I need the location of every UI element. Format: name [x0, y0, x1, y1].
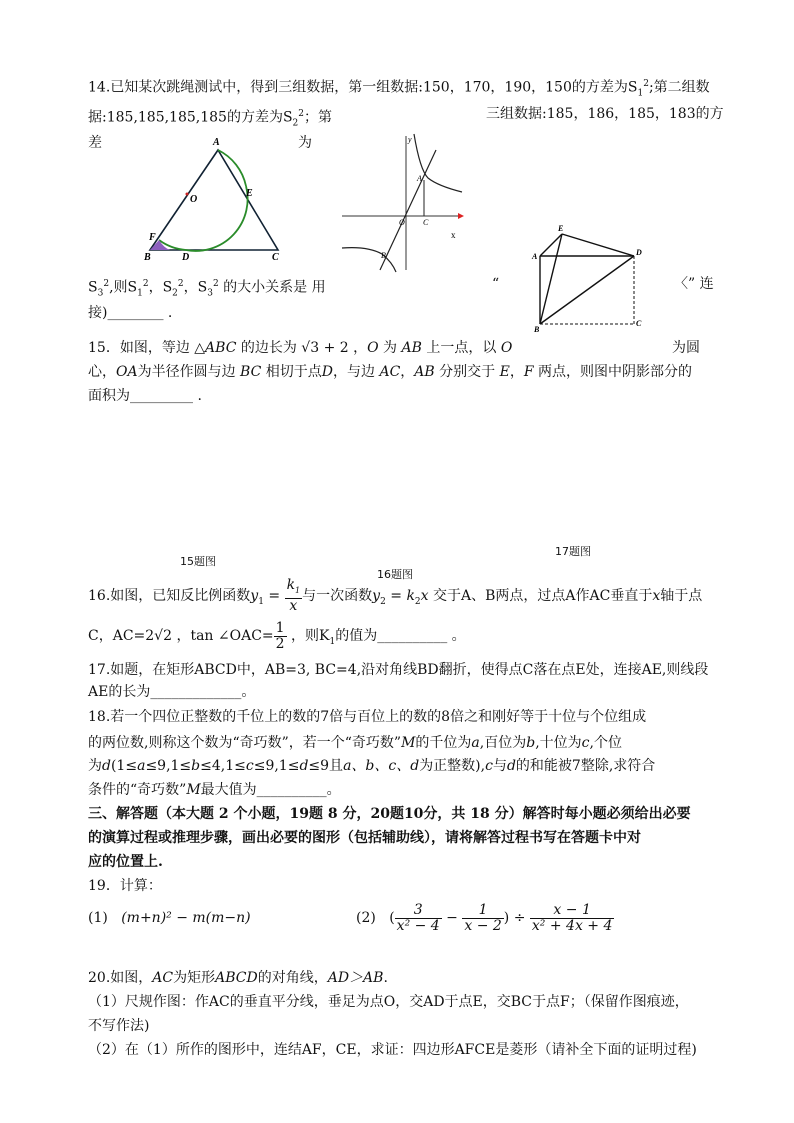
- q14-line5: 接)________ .: [88, 305, 173, 321]
- q17-line1: 17.如题，在矩形ABCD中，AB=3, BC=4,沿对角线BD翻折，使得点C落在点E处，连接AE,则线段: [88, 662, 709, 678]
- q14-quote-open: “: [492, 276, 500, 292]
- q20-line3: 不写作法): [88, 1018, 150, 1034]
- line-y2: [380, 150, 436, 270]
- figure-17: [528, 222, 654, 334]
- fraction-one-half: $\frac{1}{2}$: [275, 619, 285, 652]
- q14-line2b: 三组数据:185，186，185，183的方: [486, 106, 724, 122]
- label-x: x: [451, 230, 456, 240]
- q14-line3b: 为: [298, 135, 312, 151]
- label-e: E: [246, 188, 253, 199]
- fraction-x-1-over-x2-4x-4: $\frac{x - 1}{\text{x² + 4x + 4}}$: [531, 901, 613, 934]
- label-y: y: [408, 135, 412, 144]
- caption-fig15: 15题图: [180, 555, 216, 568]
- q18-line2: 的两位数,则称这个数为“奇巧数”，若一个“奇巧数”M的千位为a,百位为b,十位为c,个位: [88, 735, 622, 751]
- q14-quote-close: 〈” 连: [674, 276, 714, 292]
- q19-part1: (1) (m+n)² − m(m−n): [88, 910, 251, 926]
- label-b: B: [381, 251, 386, 260]
- label-o: O: [190, 194, 198, 205]
- arc-ae: [218, 150, 246, 186]
- label-b: B: [534, 325, 540, 334]
- q20-line4: （2）在（1）所作的图形中，连结AF，CE，求证：四边形AFCE是菱形（请补全下面的证明过程): [88, 1042, 697, 1058]
- q17-line2: AE的长为_____________。: [88, 684, 256, 700]
- section3-line1: 三、解答题（本大题 2 个小题，19题 8 分，20题10分，共 18 分）解答时每小题必须给出必要: [88, 806, 691, 822]
- fraction-k1-over-x: $\frac{k_1}{x}$: [286, 577, 301, 614]
- q20-line1: 20.如图，AC为矩形ABCD的对角线，AD＞AB.: [88, 970, 388, 986]
- label-b: B: [144, 252, 151, 263]
- hyperbola-branch-1: [414, 134, 462, 192]
- hyperbola-branch-2: [342, 248, 396, 272]
- figure-15: [140, 136, 290, 266]
- label-c: C: [423, 218, 429, 227]
- q19-title: 19．计算：: [88, 878, 162, 894]
- segment-ed: [562, 234, 634, 256]
- figure-16: [338, 130, 468, 275]
- x-axis-arrow: [458, 213, 464, 219]
- label-o: O: [399, 218, 405, 227]
- q14-line3a: 差: [88, 135, 102, 151]
- label-c: C: [636, 319, 642, 328]
- q18-line1: 18.若一个四位正整数的千位上的数的7倍与百位上的数的8倍之和刚好等于十位与个位组成: [88, 709, 647, 725]
- caption-fig16: 16题图: [377, 568, 413, 581]
- label-a: A: [213, 137, 220, 148]
- q15-line1-end: 为圆: [672, 340, 700, 356]
- q14-line1: 14.已知某次跳绳测试中，得到三组数据，第一组数据:150，170，190，150的方差为$S_1^2$;第二组数: [88, 79, 710, 99]
- section3-line2: 的演算过程或推理步骤，画出必要的图形（包括辅助线），请将解答过程书写在答题卡中对: [88, 830, 641, 846]
- q16-line2: C，AC=2√2 ，tan ∠OAC= $\frac{1}{2}$ ，则$K_1$的值为__________ 。: [88, 619, 466, 652]
- q19-part2: (2) ( $\frac{3}{\text{x² − 4}}$ − $\frac{1}{x - 2}$ ) ÷ $\frac{x - 1}{\text{x² + 4x + 4}}$: [356, 901, 613, 934]
- label-a: A: [532, 252, 538, 261]
- q15-line3: 面积为_________ .: [88, 388, 202, 404]
- label-d: D: [636, 248, 642, 257]
- q15-line1: 15．如图，等边 △ABC 的边长为 √3 + 2 ，O 为 AB 上一点，以 O: [88, 340, 513, 356]
- fraction-3-over-x2-4: $\frac{3}{\text{x² − 4}}$: [396, 901, 440, 934]
- fraction-1-over-x-2: $\frac{1}{x - 2}$: [464, 901, 502, 934]
- label-d: D: [182, 252, 190, 263]
- center-o: [186, 193, 189, 196]
- label-c: C: [272, 252, 279, 263]
- q15-line2: 心，OA为半径作圆与边 BC 相切于点D，与边 AC，AB 分别交于 E，F 两点，则图中阴影部分的: [88, 364, 692, 380]
- label-f: F: [149, 232, 156, 243]
- triangle-abc: [150, 150, 278, 250]
- section3-line3: 应的位置上.: [88, 854, 163, 870]
- caption-fig17: 17题图: [555, 545, 591, 558]
- label-a: A: [417, 174, 422, 183]
- q18-line3: 为d(1≤a≤9,1≤b≤4,1≤c≤9,1≤d≤9且a、b、c、d为正整数),c与d的和能被7整除,求符合: [88, 758, 656, 774]
- q14-line2a: 据:185,185,185,185的方差为$S_2^2$；第: [88, 109, 333, 129]
- q20-line2: （1）尺规作图：作AC的垂直平分线，垂足为点O，交AD于点E，交BC于点F；（保留作图痕迹，: [88, 994, 689, 1010]
- label-e: E: [558, 224, 564, 233]
- q14-line4: $S_3^2$,则$S_1^2$，$S_2^2$，$S_3^2$ 的大小关系是 用: [88, 279, 326, 299]
- q16-line1: 16.如图，已知反比例函数$y_1$ = $\frac{k_1}{x}$ 与一次函数$y_2 = k_2x$ 交于A、B两点，过点A作AC垂直于x轴于点: [88, 577, 703, 614]
- q18-line4: 条件的“奇巧数”M最大值为__________。: [88, 782, 341, 798]
